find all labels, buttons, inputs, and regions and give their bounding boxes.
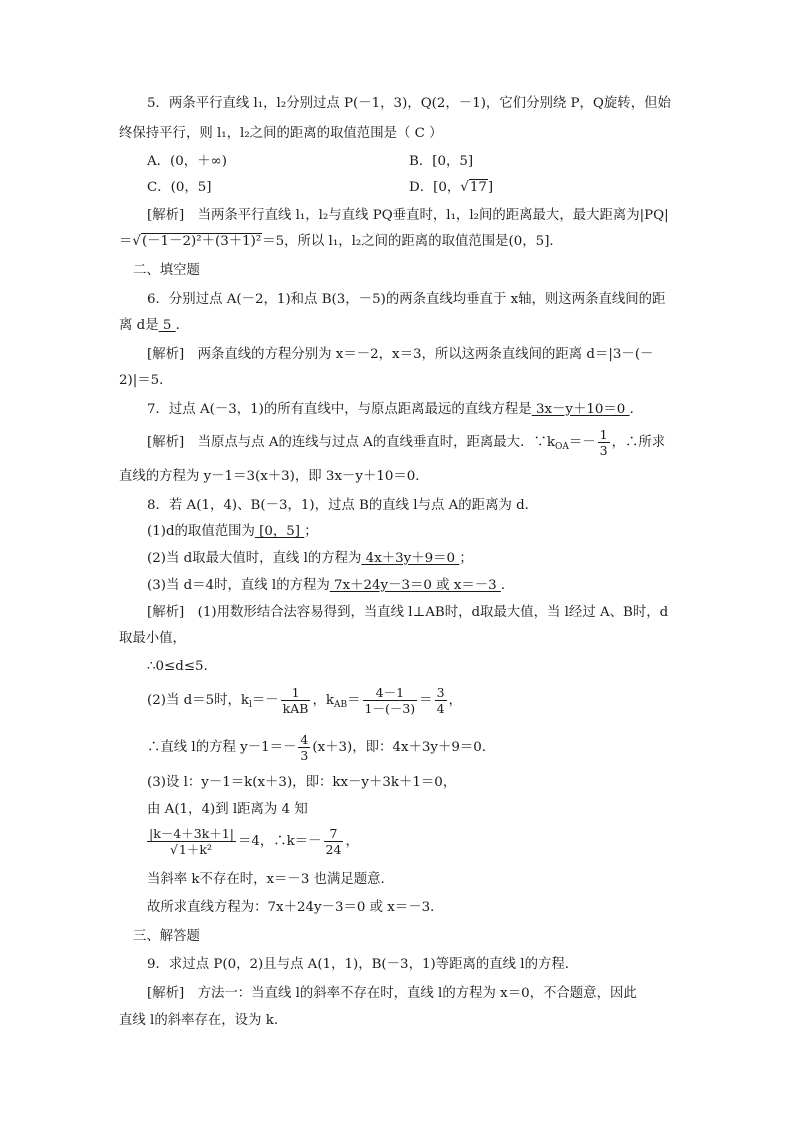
q5-option-a: A．(0，＋∞) (147, 154, 227, 169)
q7-solution-line2: 直线的方程为 y－1＝3(x＋3)，即 3x－y＋10＝0． (119, 469, 429, 484)
q8-solution-line5: ∴直线 l的方程 y－1＝－ $\frac{4}{3}$ (x＋3)，即：4x＋3y＋9＝0． (147, 732, 496, 763)
q6-stem-line2: 离 d是 5 ． (119, 318, 190, 333)
q5-option-c: C．(0，5] (147, 180, 212, 195)
q9-solution-line1: [解析] 方法一：当直线 l的斜率不存在时，直线 l的方程为 x＝0，不合题意，因此 (147, 986, 637, 1001)
q5-solution-line2: ＝√(－1－2)²＋(3＋1)²＝5，所以 l₁，l₂之间的距离的取值范围是(0，5]． (119, 234, 563, 249)
q8-solution-line9: 当斜率 k不存在时，x＝－3 也满足题意． (147, 872, 394, 887)
q8-solution-line1: [解析] (1)用数形结合法容易得到，当直线 l⊥AB时，d取最大值，当 l经过 A、B时，d (147, 605, 669, 620)
q8-part2: (2)当 d取最大值时，直线 l的方程为 4x＋3y＋9＝0 ； (147, 551, 473, 566)
q9-solution-line2: 直线 l的斜率存在，设为 k. (119, 1013, 279, 1028)
q7-answer: 3x－y＋10＝0 (531, 402, 630, 417)
q8-solution-line4: (2)当 d＝5时，$k_l=-$ $\frac{1}{\text{kAB}}$ ，$k_{AB}=$ $\frac{4-1}{1-(-3)}$ ＝ $\frac{3}{4}$ ， (147, 685, 462, 716)
q8-solution-line8: $\frac{|k-4+3k+1|}{\text{√1＋k²}}$ ＝4，∴k＝－ $\frac{7}{24}$ ， (149, 826, 359, 857)
section-fill-in-title: 二、填空题 (133, 263, 200, 278)
q5-stem-line2: 终保持平行，则 l₁，l₂之间的距离的取值范围是（ C ） (119, 126, 443, 141)
q7-solution-line1: [解析] 当原点与点 A的连线与过点 A的直线垂直时，距离最大．$\because k_{OA}=-$ $\frac{1}{3}$ ，∴所求 (147, 427, 666, 458)
q8-solution-line10: 故所求直线方程为：7x＋24y－3＝0 或 x＝－3． (147, 900, 444, 915)
q6-answer: 5 (158, 318, 176, 333)
q5-solution-line1: [解析] 当两条平行直线 l₁，l₂与直线 PQ垂直时，l₁，l₂间的距离最大，最大距离为|PQ| (147, 208, 669, 223)
q7-stem: 7．过点 A(－3，1)的所有直线中，与原点距离最远的直线方程是 3x－y＋10＝0 ． (147, 402, 643, 417)
q9-stem: 9．求过点 P(0，2)且与点 A(1，1)，B(－3，1)等距离的直线 l的方程． (147, 957, 579, 972)
q5-option-d: D．[0，√17] (409, 180, 494, 195)
q8-answer-3: 7x＋24y－3＝0 或 x＝－3 (329, 578, 501, 593)
q6-solution-line1: [解析] 两条直线的方程分别为 x＝－2，x＝3，所以这两条直线间的距离 d＝|3－(－ (147, 347, 654, 362)
q8-answer-2: 4x＋3y＋9＝0 (361, 551, 460, 566)
q8-solution-line3: ∴0≤d≤5． (147, 659, 217, 674)
q5-stem-line1: 5．两条平行直线 l₁，l₂分别过点 P(－1，3)，Q(2，－1)，它们分别绕 P，Q旋转，但始 (147, 96, 671, 111)
q6-stem-line1: 6．分别过点 A(－2，1)和点 B(3，－5)的两条直线均垂直于 x轴，则这两条直线间的距 (147, 292, 666, 307)
q8-part1: (1)d的取值范围为 [0，5] ； (147, 524, 318, 539)
q8-stem: 8．若 A(1，4)、B(－3，1)，过点 B的直线 l与点 A的距离为 d． (147, 498, 539, 513)
q8-answer-1: [0，5] (254, 524, 305, 539)
q8-solution-line6: (3)设 l：y－1＝k(x＋3)，即：kx－y＋3k＋1＝0， (147, 775, 457, 790)
q5-option-b: B．[0，5] (409, 154, 474, 169)
q8-solution-line2: 取最小值， (119, 631, 186, 646)
q8-part3: (3)当 d＝4时，直线 l的方程为 7x＋24y－3＝0 或 x＝－3 ． (147, 578, 515, 593)
q8-solution-line7: 由 A(1，4)到 l距离为 4 知 (147, 802, 308, 817)
section-answer-title: 三、解答题 (133, 929, 200, 944)
q6-solution-line2: 2)|＝5． (119, 373, 173, 388)
